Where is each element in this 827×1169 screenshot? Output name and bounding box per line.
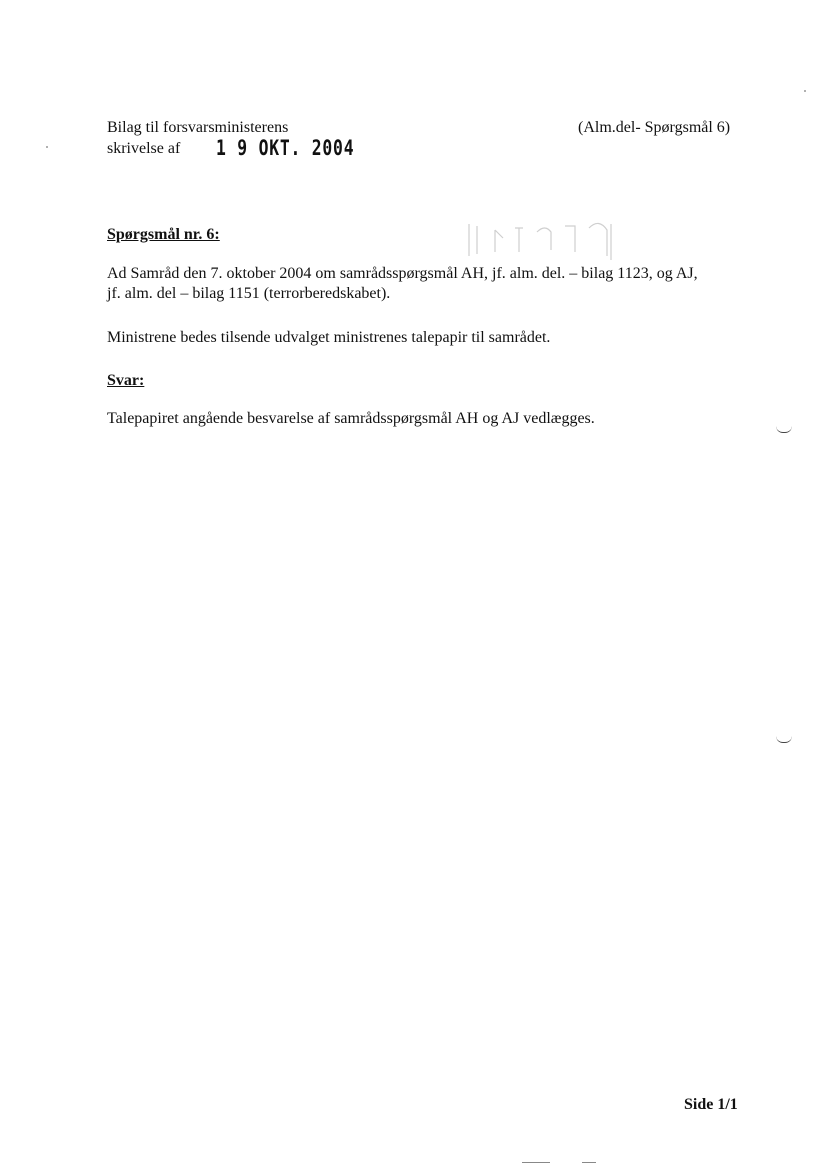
question-line-1: Ad Samråd den 7. oktober 2004 om samrådsspørgsmål AH, jf. alm. del. – bilag 1123, og AJ, bbox=[107, 265, 698, 282]
scan-smudge bbox=[522, 1162, 550, 1163]
page-number: Side 1/1 bbox=[684, 1096, 738, 1113]
scan-smudge bbox=[582, 1162, 596, 1163]
enclosure-header bbox=[107, 118, 394, 159]
question-heading: Spørgsmål nr. 6: bbox=[107, 226, 220, 243]
answer-heading: Svar: bbox=[107, 372, 145, 389]
scan-speck bbox=[46, 146, 48, 148]
enclosure-title: Bilag til forsvarsministerens bbox=[107, 119, 289, 136]
scan-speck bbox=[804, 90, 806, 92]
answer-text: Talepapiret angående besvarelse af samrådsspørgsmål AH og AJ vedlægges. bbox=[107, 410, 595, 427]
question-line-2: jf. alm. del – bilag 1151 (terrorberedskabet). bbox=[107, 285, 391, 302]
scan-artifact bbox=[776, 736, 792, 743]
letter-date-label: skrivelse af bbox=[107, 140, 181, 157]
faded-stamp-mark bbox=[465, 216, 617, 262]
reference-number: (Alm.del- Spørgsmål 6) bbox=[578, 119, 731, 136]
date-stamp: 1 9 OKT. 2004 bbox=[216, 136, 355, 160]
question-text bbox=[107, 264, 747, 304]
scan-artifact bbox=[776, 426, 792, 433]
request-text: Ministrene bedes tilsende udvalget ministrenes talepapir til samrådet. bbox=[107, 329, 551, 346]
letter-date-line bbox=[107, 138, 394, 159]
